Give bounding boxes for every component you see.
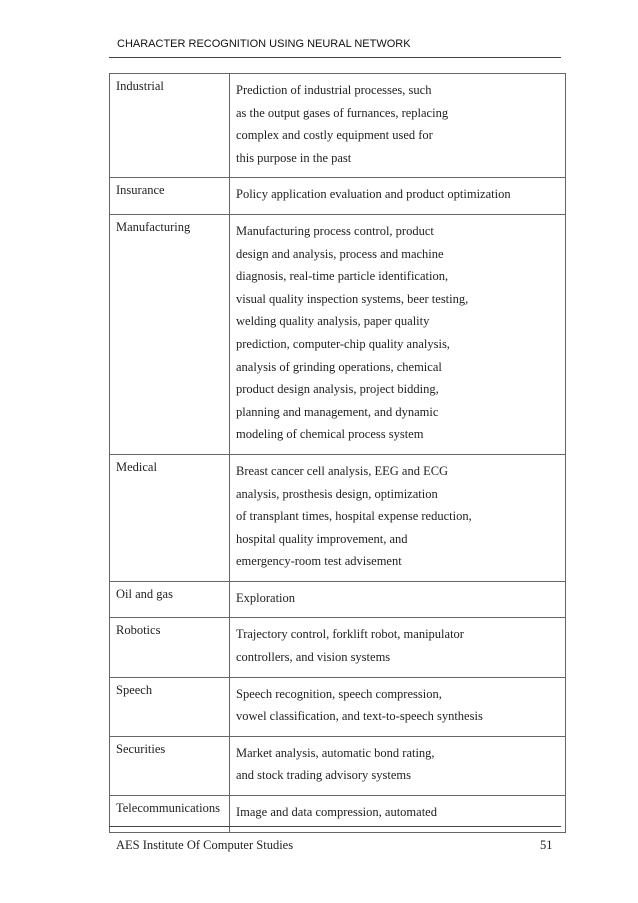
footer-divider: [109, 826, 561, 827]
description-line: analysis of grinding operations, chemical: [236, 359, 442, 374]
field-cell: Speech: [110, 677, 230, 736]
field-cell: Robotics: [110, 618, 230, 677]
description-line: planning and management, and dynamic: [236, 404, 439, 419]
description-line: prediction, computer-chip quality analysis,: [236, 336, 450, 351]
description-line: Manufacturing process control, product: [236, 223, 434, 238]
footer-institute: AES Institute Of Computer Studies: [116, 838, 294, 852]
field-cell: Telecommunications: [110, 796, 230, 833]
field-cell: Insurance: [110, 178, 230, 215]
description-line: as the output gases of furnances, replacing: [236, 105, 449, 120]
description-line: emergency-room test advisement: [236, 554, 402, 569]
description-line: welding quality analysis, paper quality: [236, 314, 430, 329]
description-line: modeling of chemical process system: [236, 427, 424, 442]
description-line: design and analysis, process and machine: [236, 246, 444, 261]
table-row: [110, 618, 566, 677]
header-divider: [109, 57, 561, 58]
applications-table: [109, 73, 566, 833]
table-row: [110, 677, 566, 736]
description-cell: [230, 214, 566, 454]
description-line: controllers, and vision systems: [236, 650, 391, 665]
description-line: hospital quality improvement, and: [236, 531, 408, 546]
description-cell: [230, 581, 566, 618]
description-line: analysis, prosthesis design, optimization: [236, 486, 438, 501]
table-row: [110, 74, 566, 178]
description-cell: [230, 736, 566, 795]
description-line: and stock trading advisory systems: [236, 768, 411, 783]
description-cell: [230, 178, 566, 215]
description-line: Policy application evaluation and product optimization: [236, 187, 511, 202]
description-line: diagnosis, real-time particle identification,: [236, 269, 449, 284]
field-cell: Medical: [110, 454, 230, 581]
table-row: [110, 214, 566, 454]
field-cell: Manufacturing: [110, 214, 230, 454]
description-line: product design analysis, project bidding,: [236, 382, 439, 397]
description-line: this purpose in the past: [236, 150, 352, 165]
description-line: vowel classification, and text-to-speech synthesis: [236, 709, 483, 724]
table-row: [110, 581, 566, 618]
description-line: of transplant times, hospital expense reduction,: [236, 509, 472, 524]
description-line: Trajectory control, forklift robot, manipulator: [236, 627, 464, 642]
description-line: visual quality inspection systems, beer testing,: [236, 291, 469, 306]
table-row: [110, 736, 566, 795]
page-number: 51: [540, 838, 553, 852]
description-line: Prediction of industrial processes, such: [236, 83, 432, 97]
description-line: Speech recognition, speech compression,: [236, 686, 442, 701]
description-cell: [230, 454, 566, 581]
description-cell: [230, 618, 566, 677]
description-line: complex and costly equipment used for: [236, 128, 433, 143]
description-line: Market analysis, automatic bond rating,: [236, 745, 435, 760]
field-cell: Securities: [110, 736, 230, 795]
description-cell: [230, 677, 566, 736]
description-line: Image and data compression, automated: [236, 805, 437, 820]
running-header: CHARACTER RECOGNITION USING NEURAL NETWORK: [117, 38, 411, 50]
field-cell: Oil and gas: [110, 581, 230, 618]
table-row: [110, 454, 566, 581]
description-line: Breast cancer cell analysis, EEG and ECG: [236, 463, 449, 478]
table-row: [110, 178, 566, 215]
description-line: Exploration: [236, 590, 296, 605]
description-cell: [230, 74, 566, 178]
field-cell: Industrial: [110, 74, 230, 178]
